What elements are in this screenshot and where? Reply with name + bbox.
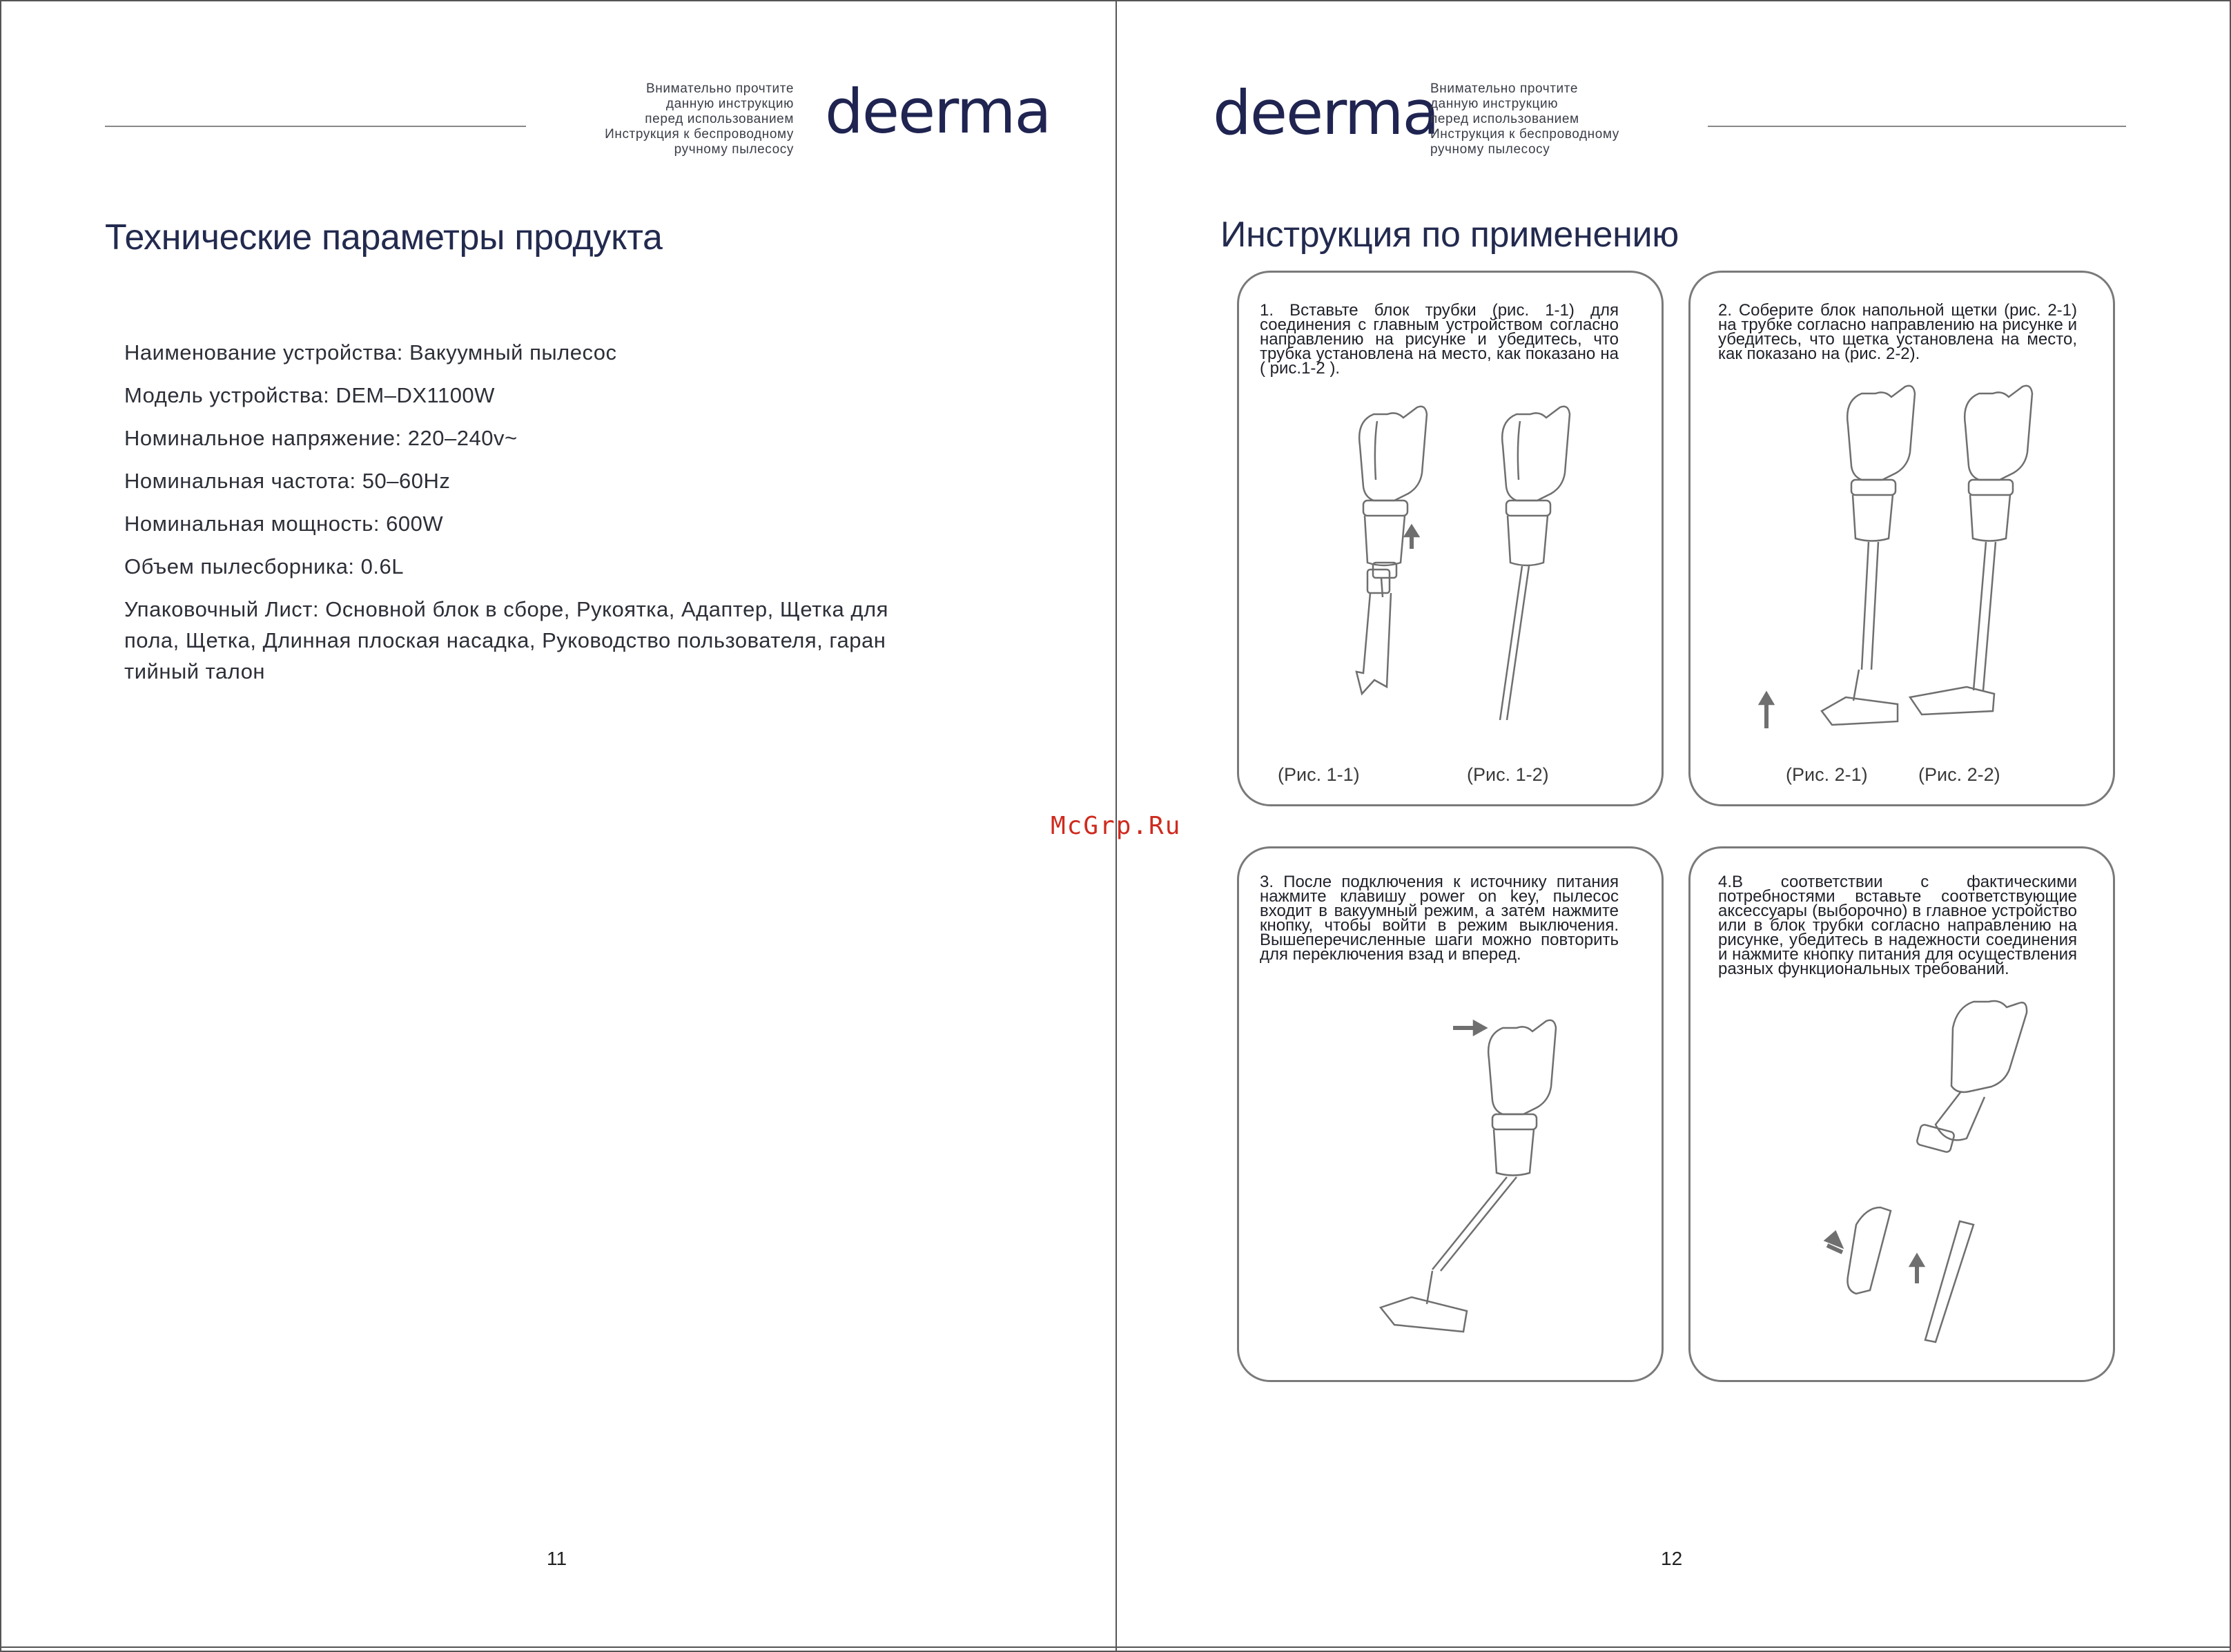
tagline-line: Инструкция к беспроводному	[1430, 127, 1619, 142]
page-title: Инструкция по применению	[1220, 215, 1679, 255]
spec-item: Номинальная мощность: 600W	[124, 512, 444, 536]
bottom-rule	[0, 1646, 2231, 1648]
brand-logo: deerma	[1213, 77, 1439, 148]
brand-logo: deerma	[825, 76, 1051, 147]
right-header-line	[1708, 126, 2126, 127]
instruction-panel-2	[1688, 271, 2115, 806]
spec-item: Номинальное напряжение: 220–240v~	[124, 426, 518, 450]
instruction-panel-1	[1237, 271, 1664, 806]
tagline-line: перед использованием	[645, 112, 794, 126]
page-title: Технические параметры продукта	[105, 217, 663, 257]
instruction-text: 3. После подключения к источнику питания нажмите клавишу power on key, пылесос входит в вакуумный режим, а затем нажмите кнопку, чтобы войти в режим выключения. Вышеперечисленные шаги можно повторить для переключения взад и вперед.	[1260, 873, 1619, 964]
tagline-line: Инструкция к беспроводному	[605, 127, 794, 142]
packing-line: тийный талон	[124, 659, 266, 683]
packing-line: пола, Щетка, Длинная плоская насадка, Руководство пользователя, гаран	[124, 628, 886, 652]
page-number-right: 12	[1661, 1548, 1683, 1569]
watermark: McGrp.Ru	[1051, 812, 1182, 840]
vacuum-accessories-illustration	[1691, 848, 2113, 1380]
packing-list	[124, 594, 1022, 687]
spec-item: Номинальная частота: 50–60Hz	[124, 469, 451, 493]
tagline-line: Внимательно прочтите	[645, 81, 794, 96]
vacuum-floor-brush-illustration	[1691, 273, 2113, 804]
instruction-panel-4	[1688, 846, 2115, 1382]
tagline-line: перед использованием	[1430, 112, 1579, 126]
tagline-line: данную инструкцию	[1430, 97, 1559, 111]
packing-line: Упаковочный Лист: Основной блок в сборе, Рукоятка, Адаптер, Щетка для	[124, 597, 888, 621]
instruction-text: 4.В соответствии с фактическими потребностями вставьте соответствующие аксессуары (выборочно) в главное устройство или в блок трубки согласно направлению на рисунке, убедитесь в надежности соединения и нажмите кнопку питания для осуществления разных функциональных требований.	[1718, 873, 2077, 978]
instruction-text: 2. Соберите блок напольной щетки (рис. 2-1) на трубке согласно направлению на рисунке и убедитесь, что щетка установлена на место, как показано на (рис. 2-2).	[1718, 301, 2077, 363]
tagline-line: ручному пылесосу	[1430, 142, 1550, 157]
figure-caption: (Рис. 2-1)	[1786, 764, 1868, 785]
right-header-tagline	[1430, 81, 1665, 157]
spec-item: Объем пылесборника: 0.6L	[124, 554, 404, 579]
instruction-panel-3	[1237, 846, 1664, 1382]
vacuum-illustration	[1239, 273, 1662, 804]
spec-item: Модель устройства: DEM–DX1100W	[124, 383, 495, 407]
page-number-left: 11	[547, 1548, 567, 1569]
tagline-line: ручному пылесосу	[674, 142, 794, 157]
left-header-line	[105, 126, 526, 127]
figure-caption: (Рис. 1-1)	[1278, 764, 1360, 785]
figure-caption: (Рис. 2-2)	[1918, 764, 2000, 785]
figure-caption: (Рис. 1-2)	[1467, 764, 1549, 785]
spec-item: Наименование устройства: Вакуумный пылесос	[124, 340, 617, 365]
left-header-tagline	[566, 81, 794, 157]
instruction-text: 1. Вставьте блок трубки (рис. 1-1) для соединения с главным устройством согласно направлению на рисунке и убедитесь, что трубка установлена на место, как показано на ( рис.1-2 ).	[1260, 301, 1619, 378]
vacuum-power-illustration	[1239, 848, 1662, 1380]
tagline-line: Внимательно прочтите	[1430, 81, 1579, 96]
spec-list	[124, 337, 1022, 687]
tagline-line: данную инструкцию	[665, 97, 794, 111]
